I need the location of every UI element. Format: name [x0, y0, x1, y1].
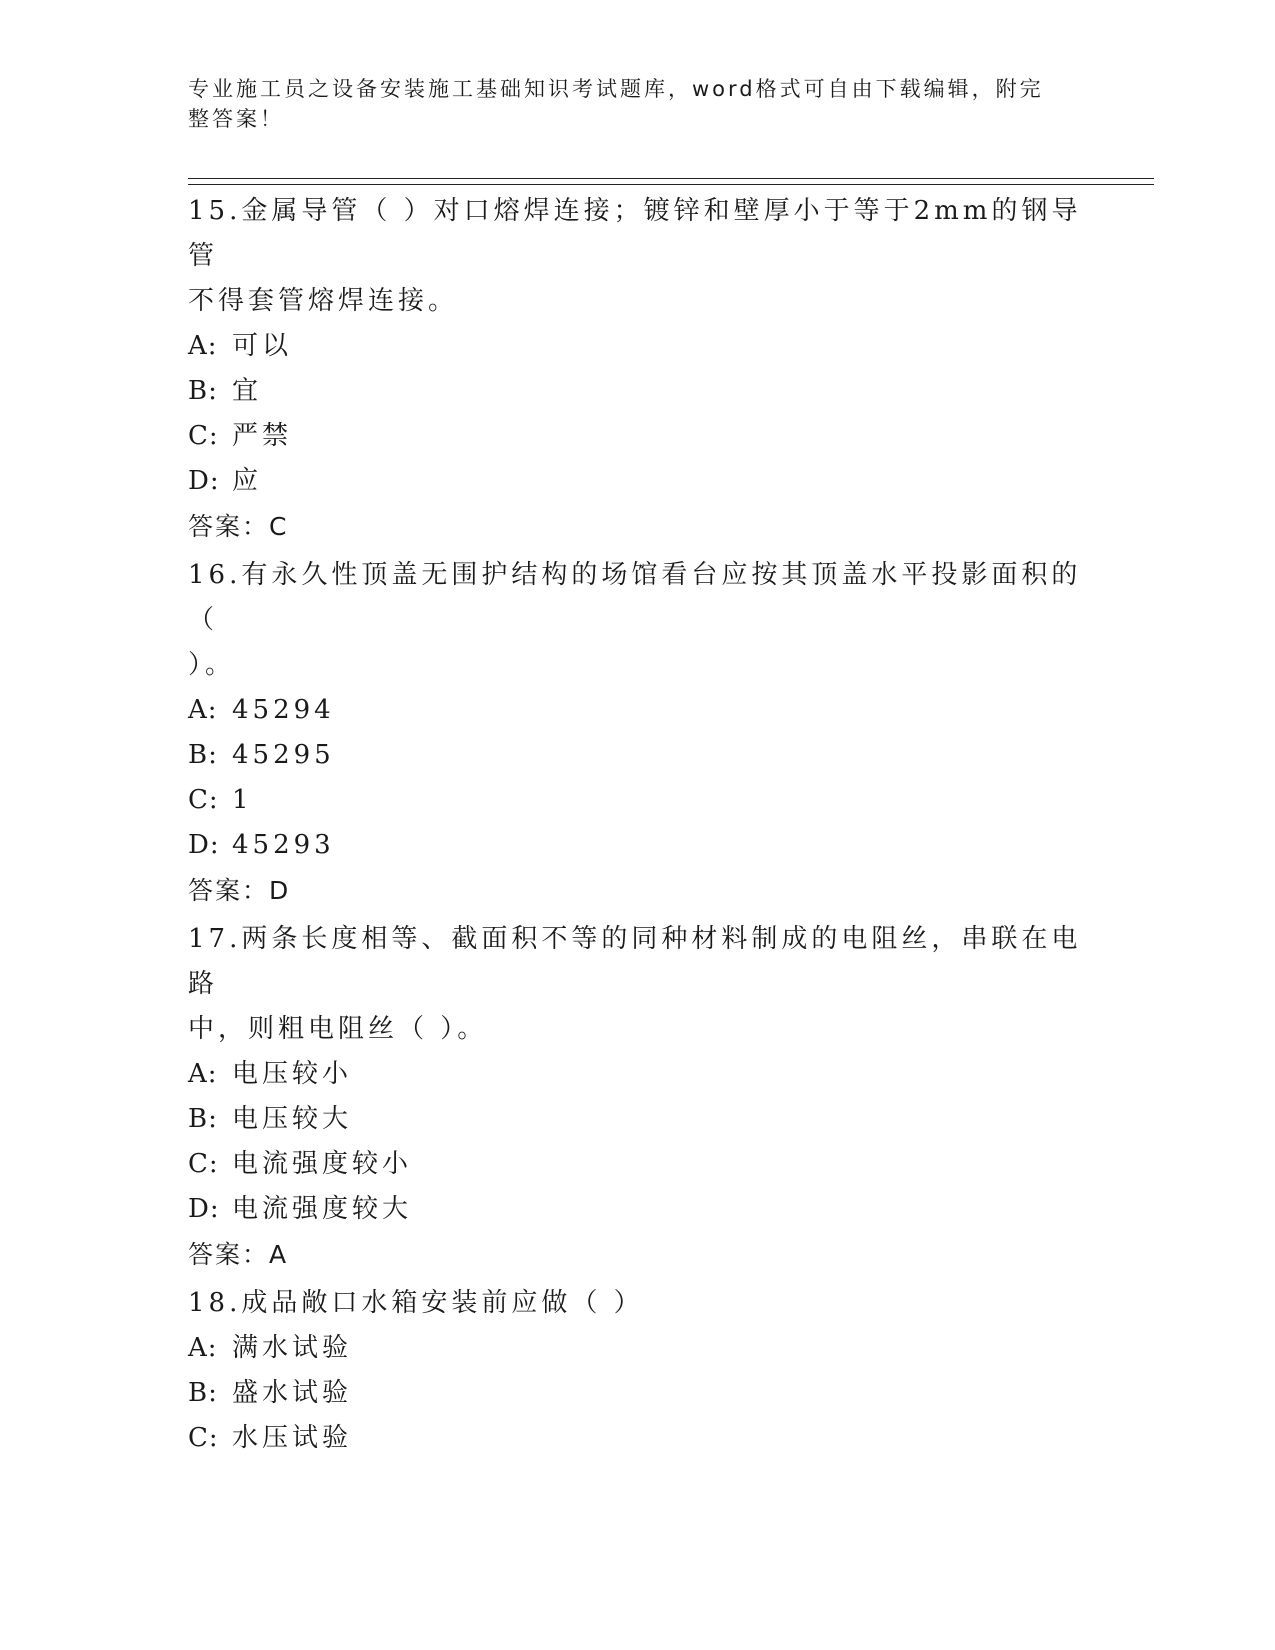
question-stem-line-1: 15.金属导管（ ）对口熔焊连接；镀锌和壁厚小于等于2mm的钢导管: [188, 196, 1082, 271]
option-letter: A:: [188, 695, 218, 725]
option-c: [188, 778, 1088, 823]
option-text: 电流强度较大: [232, 1194, 413, 1224]
option-letter: D:: [188, 1194, 220, 1224]
option-a: [188, 1326, 1088, 1371]
option-a: [188, 688, 1088, 733]
option-a: [188, 1052, 1088, 1097]
option-text: 严禁: [232, 421, 293, 451]
question-stem-line-2: 不得套管熔焊连接。: [188, 286, 459, 316]
option-b: [188, 369, 1088, 414]
option-c: [188, 414, 1088, 459]
option-b: [188, 1371, 1088, 1416]
option-text: 盛水试验: [232, 1378, 353, 1408]
option-letter: C:: [188, 785, 219, 815]
option-d: [188, 823, 1088, 868]
question-18: [188, 1281, 1088, 1461]
question-stem-line-2: ）。: [188, 650, 236, 680]
option-text: 45294: [232, 695, 335, 725]
option-text: 电流强度较小: [232, 1149, 413, 1179]
option-text: 45293: [232, 830, 335, 860]
option-text: 45295: [232, 740, 335, 770]
option-c: [188, 1142, 1088, 1187]
option-b: [188, 1097, 1088, 1142]
option-text: 宜: [232, 376, 263, 406]
option-text: 电压较大: [232, 1104, 353, 1134]
question-stem-line-2: 中，则粗电阻丝（ ）。: [188, 1014, 488, 1044]
option-letter: B:: [188, 1104, 218, 1134]
question-16: [188, 553, 1088, 913]
option-letter: B:: [188, 1378, 218, 1408]
option-letter: A:: [188, 1059, 218, 1089]
option-text: 满水试验: [232, 1333, 353, 1363]
option-letter: C:: [188, 421, 219, 451]
header-line-2: 整答案！: [188, 107, 284, 131]
option-b: [188, 733, 1088, 778]
question-stem-line-1: 18.成品敞口水箱安装前应做（ ）: [188, 1288, 644, 1318]
option-text: 水压试验: [232, 1423, 353, 1453]
option-letter: A:: [188, 331, 218, 361]
option-text: 1: [232, 785, 253, 815]
option-letter: C:: [188, 1149, 219, 1179]
header-divider-bottom: [188, 184, 1154, 185]
option-letter: B:: [188, 376, 218, 406]
header-divider-top: [188, 178, 1154, 179]
answer-key: 答案：C: [188, 512, 289, 541]
question-17: [188, 917, 1088, 1277]
option-c: [188, 1416, 1088, 1461]
option-d: [188, 1187, 1088, 1232]
header-line-1: 专业施工员之设备安装施工基础知识考试题库，word格式可自由下载编辑，附完: [188, 77, 1044, 101]
option-d: [188, 459, 1088, 504]
question-stem-line-1: 16.有永久性顶盖无围护结构的场馆看台应按其顶盖水平投影面积的（: [188, 560, 1082, 635]
option-letter: B:: [188, 740, 218, 770]
answer-key: 答案：A: [188, 1240, 289, 1269]
question-15: [188, 189, 1088, 549]
answer-key: 答案：D: [188, 876, 291, 905]
option-letter: C:: [188, 1423, 219, 1453]
option-text: 可以: [232, 331, 293, 361]
option-letter: D:: [188, 466, 220, 496]
option-text: 应: [232, 466, 263, 496]
question-stem-line-1: 17.两条长度相等、截面积不等的同种材料制成的电阻丝，串联在电路: [188, 924, 1082, 999]
option-a: [188, 324, 1088, 369]
option-letter: A:: [188, 1333, 218, 1363]
option-letter: D:: [188, 830, 220, 860]
option-text: 电压较小: [232, 1059, 353, 1089]
document-header: [188, 74, 1078, 134]
